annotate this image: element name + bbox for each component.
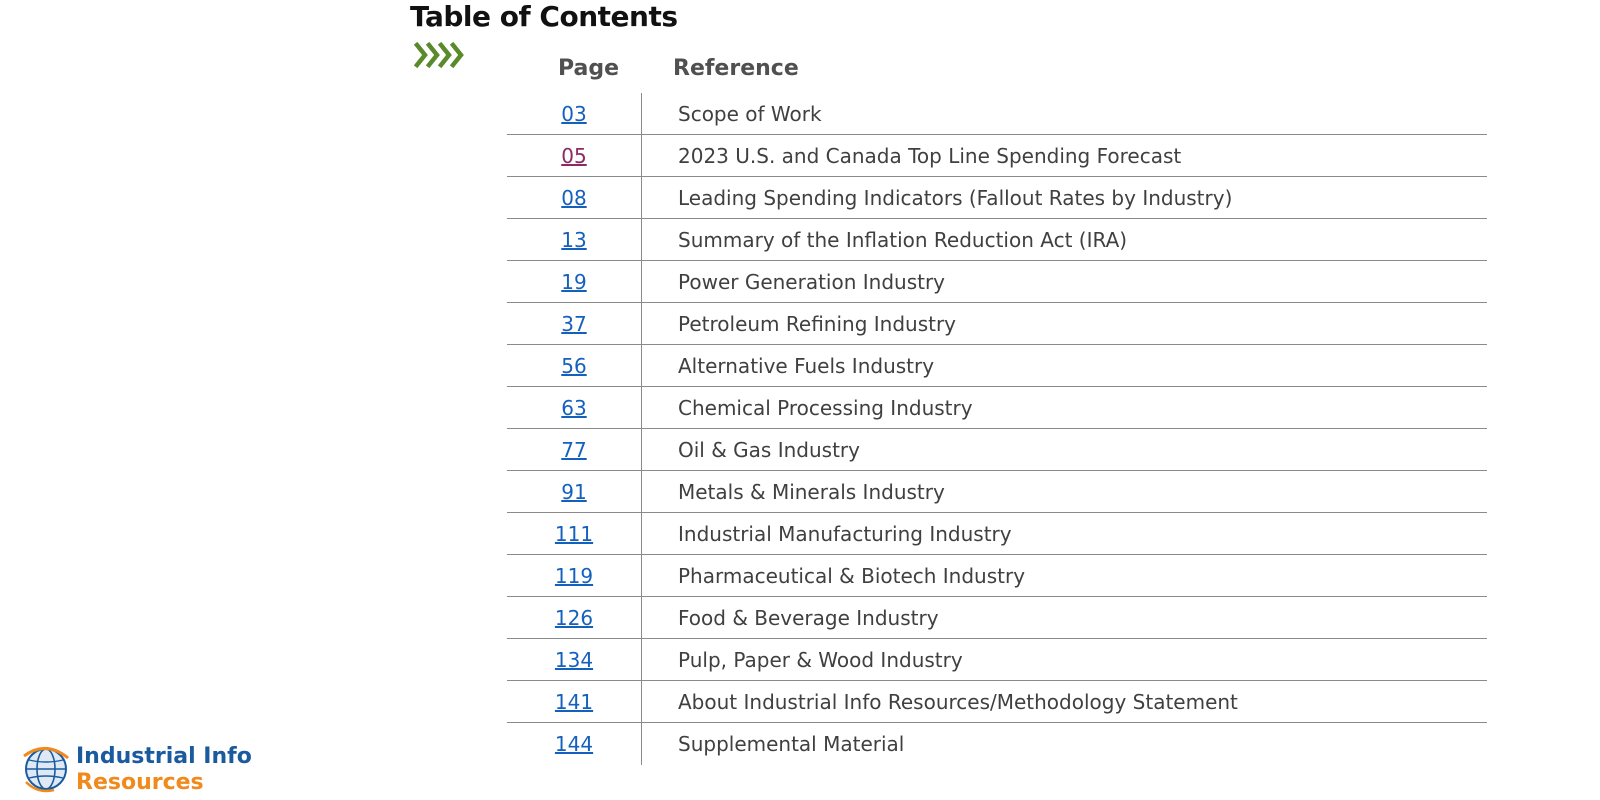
toc-row [507,681,1487,723]
toc-row [507,93,1487,135]
toc-reference-text: Alternative Fuels Industry [678,353,935,378]
column-header-reference: Reference [673,56,799,81]
toc-row [507,555,1487,597]
toc-row [507,135,1487,177]
toc-reference-text: Petroleum Refining Industry [678,311,957,336]
toc-page-link[interactable]: 03 [561,101,587,126]
toc-page-cell [507,345,642,386]
logo-text-line1: Industrial Info [76,744,252,769]
toc-row [507,723,1487,765]
toc-page-cell [507,555,642,596]
toc-page-link[interactable]: 08 [561,185,587,210]
toc-reference-text: About Industrial Info Resources/Methodology Statement [678,689,1238,714]
toc-page-cell [507,177,642,218]
toc-page-cell [507,597,642,638]
toc-page-link[interactable]: 141 [554,689,594,714]
toc-page-link[interactable]: 119 [554,563,594,588]
toc-page-link[interactable]: 144 [554,732,594,756]
logo-text-line2: Resources [76,770,204,795]
toc-page-cell [507,135,642,176]
toc-page-link[interactable]: 56 [561,353,587,378]
toc-reference-text: Industrial Manufacturing Industry [678,521,1012,546]
toc-row [507,177,1487,219]
toc-page-cell [507,387,642,428]
toc-page-link[interactable]: 63 [561,395,587,420]
toc-page-link[interactable]: 77 [561,437,587,462]
toc-page-link[interactable]: 91 [561,479,587,504]
toc-page-cell [507,471,642,512]
toc-row [507,219,1487,261]
toc-page-cell [507,303,642,344]
toc-reference-text: Scope of Work [678,101,822,126]
globe-icon [20,742,72,794]
toc-page-link[interactable]: 111 [554,521,594,546]
toc-reference-text: Chemical Processing Industry [678,395,973,420]
toc-row [507,429,1487,471]
toc-reference-text: Metals & Minerals Industry [678,479,945,504]
toc-page-link[interactable]: 05 [561,143,587,168]
toc-page-cell [507,219,642,260]
toc-row [507,345,1487,387]
toc-table [507,93,1487,765]
toc-page-link[interactable]: 13 [561,227,587,252]
toc-row [507,261,1487,303]
toc-reference-text: Leading Spending Indicators (Fallout Rates by Industry) [678,185,1233,210]
toc-page-link[interactable]: 37 [561,311,587,336]
toc-row [507,303,1487,345]
toc-row [507,597,1487,639]
toc-page-cell [507,639,642,680]
page-title: Table of Contents [410,0,678,33]
toc-row [507,639,1487,681]
toc-page-cell [507,429,642,470]
toc-row [507,513,1487,555]
company-logo [20,742,260,798]
toc-reference-text: Pharmaceutical & Biotech Industry [678,563,1026,588]
toc-reference-text: Power Generation Industry [678,269,946,294]
toc-page-cell [507,723,642,765]
toc-reference-text: Food & Beverage Industry [678,605,939,630]
toc-page-cell [507,93,642,134]
toc-reference-text: Summary of the Inflation Reduction Act (IRA) [678,227,1128,252]
column-header-page: Page [558,56,620,81]
toc-page-link[interactable]: 134 [554,647,594,672]
toc-page-cell [507,261,642,302]
toc-reference-text: Oil & Gas Industry [678,437,860,462]
chevron-arrows-icon [414,40,470,70]
toc-reference-text: Supplemental Material [678,732,905,756]
toc-row [507,387,1487,429]
toc-reference-text: Pulp, Paper & Wood Industry [678,647,963,672]
toc-reference-text: 2023 U.S. and Canada Top Line Spending Forecast [678,143,1182,168]
toc-page-cell [507,513,642,554]
toc-row [507,471,1487,513]
toc-page-link[interactable]: 19 [561,269,587,294]
toc-page-cell [507,681,642,722]
toc-page-link[interactable]: 126 [554,605,594,630]
